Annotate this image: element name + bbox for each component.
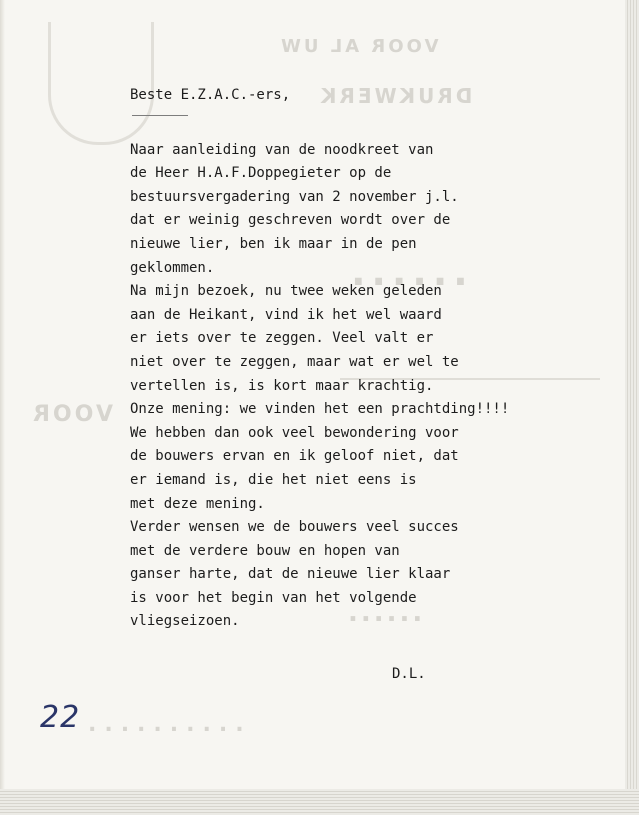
- handwritten-page-number: 22: [40, 700, 81, 735]
- letter-line: met deze mening.: [130, 495, 265, 512]
- letter-line: Onze mening: we vinden het een prachtding!!!!: [130, 401, 510, 418]
- show-through-text: ......: [345, 598, 423, 628]
- paper-spine: [0, 0, 5, 815]
- letter-line: de Heer H.A.F.Doppegieter op de: [130, 165, 392, 182]
- letter-line: aan de Heikant, vind ik het wel waard: [130, 306, 442, 323]
- letter-line: dat er weinig geschreven wordt over de: [130, 212, 451, 229]
- paper-edge-bottom: [0, 789, 639, 815]
- letter-line: Naar aanleiding van de noodkreet van: [130, 141, 434, 158]
- letter-line: Na mijn bezoek, nu twee weken geleden: [130, 283, 442, 300]
- show-through-text: DRUKWERK: [318, 84, 473, 108]
- letter-line: vertellen is, is kort maar krachtig.: [130, 377, 434, 394]
- letter-line: We hebben dan ook veel bewondering voor: [130, 424, 459, 441]
- letter-line: er iemand is, die het niet eens is: [130, 471, 417, 488]
- show-through-text: VOOR: [30, 402, 113, 427]
- letter-line: nieuwe lier, ben ik maar in de pen: [130, 235, 417, 252]
- letter-line: niet over te zeggen, maar wat er wel te: [130, 353, 459, 370]
- show-through-text: ......: [345, 250, 468, 294]
- signature: D.L.: [392, 666, 426, 682]
- letter-line: is voor het begin van het volgende: [130, 589, 417, 606]
- letter-greeting: Beste E.Z.A.C.-ers,: [130, 87, 291, 103]
- letter-body: [130, 84, 509, 634]
- letter-line: met de verdere bouw en hopen van: [130, 542, 400, 559]
- letter-line: vliegseizoen.: [130, 613, 240, 630]
- letter-line: ganser harte, dat de nieuwe lier klaar: [130, 566, 451, 583]
- letter-line: Verder wensen we de bouwers veel succes: [130, 519, 459, 536]
- show-through-text: VOOR AL UW: [278, 36, 439, 57]
- letter-line: er iets over te zeggen. Veel valt er: [130, 330, 434, 347]
- paper-edge-right: [625, 0, 639, 815]
- greeting-underline: [132, 115, 188, 116]
- letter-line: bestuursvergadering van 2 november j.l.: [130, 188, 459, 205]
- letter-line: geklommen.: [130, 259, 215, 276]
- show-through-text: ..........: [80, 712, 244, 737]
- letter-line: de bouwers ervan en ik geloof niet, dat: [130, 448, 459, 465]
